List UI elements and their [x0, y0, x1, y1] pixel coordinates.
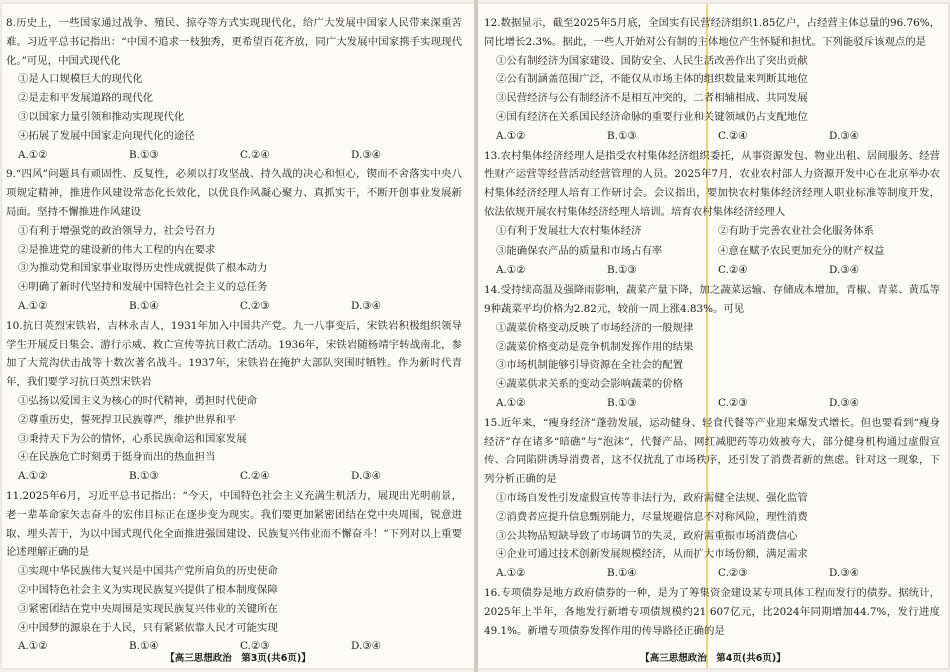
answer-choice: D.③④	[351, 148, 381, 161]
answer-choices	[484, 261, 940, 280]
exam-page-3	[2, 4, 474, 668]
question	[484, 584, 940, 640]
option-statement: ④企业可通过技术创新发展规模经济，从而扩大市场份额，满足需求	[496, 548, 808, 561]
answer-choice: A.①②	[496, 129, 526, 142]
left-column	[6, 14, 462, 657]
answer-choice: C.②④	[718, 264, 748, 277]
option-statement: ②尊重历史，誓死捍卫民族尊严，维护世界和平	[18, 413, 237, 426]
answer-choices	[484, 127, 940, 146]
option-pair-row	[484, 222, 940, 241]
question	[484, 414, 940, 583]
option-statement: ①市场自发性引发虚假宣传等非法行为，政府需健全法规、强化监管	[496, 491, 808, 504]
answer-choice: D.③④	[351, 299, 381, 312]
option-statement: ③以国家力量引领和推动实现现代化	[18, 110, 185, 123]
option-statement: ②公有制涵盖范围广泛，不能仅从市场主体的组织数量来判断其地位	[496, 73, 808, 86]
option-statement: ④明确了新时代坚持和发展中国特色社会主义的总任务	[18, 281, 268, 294]
question-stem: 15.近年来，“瘦身经济”蓬勃发展，运动健身、轻食代餐等产业迎来爆发式增长。但也要看到“瘦身经济”存在诸多“暗礁”与“泡沫”，代餐产品、网红减肥药等功效被夸大，部分健身机构通过虚假宣传、合同陷阱诱导消费者，这不仅扰乱了市场秩序，还引发了消费者新的焦虑。针对这一现象，下列分析正确的是	[484, 416, 940, 486]
question-stem: 12.数据显示，截至2025年5月底，全国实有民营经济组织1.85亿户，占经营主体总量的96.76%，同比增长2.3%。据此，一些人开始对公有制的主体地位产生怀疑和担忧。下列能驳斥该观点的是	[484, 17, 940, 48]
answer-choice: B.①④	[129, 299, 159, 312]
answer-choice: D.③④	[829, 264, 859, 277]
answer-choice: C.②③	[240, 640, 270, 653]
answer-choice: C.②④	[718, 129, 748, 142]
question	[6, 14, 462, 164]
option-statement: ②消费者应提升信息甄别能力，尽量规避信息不对称风险，理性消费	[496, 510, 808, 523]
question-stem: 14.受持续高温及强降雨影响，蔬菜产量下降，加之蔬菜运输、存储成本增加，青椒、青菜、黄瓜等9种蔬菜平均价格为2.82元，较前一周上涨4.83%。可见	[484, 284, 940, 315]
question	[484, 14, 940, 146]
answer-choice: B.①③	[607, 396, 637, 409]
answer-choice: B.①③	[129, 148, 159, 161]
question	[484, 281, 940, 413]
option-statement: ①是人口规模巨大的现代化	[18, 73, 143, 86]
option-statement: ④意在赋予农民更加充分的财产权益	[718, 244, 885, 257]
option-statement: ①有利于增强党的政治领导力，社会号召力	[18, 224, 216, 237]
answer-choices	[484, 564, 940, 583]
answer-choice: C.②③	[240, 299, 270, 312]
answer-choices	[484, 394, 940, 413]
question-stem: 11.2025年6月，习近平总书记指出：“今天，中国特色社会主义充满生机活力，展现出光明前景，老一辈革命家矢志奋斗的宏伟目标正在逐步变为现实。我们要更加紧密团结在党中央周围，锐意进取、埋头苦干，为以中国式现代化全面推进强国建设、民族复兴伟业而不懈奋斗！”下列对以上重要论述理解正确的是	[6, 489, 462, 559]
question	[6, 165, 462, 315]
option-statement: ②蔬菜价格变动是竞争机制发挥作用的结果	[496, 340, 694, 353]
option-statement: ④拓展了发展中国家走向现代化的途径	[18, 129, 195, 142]
option-statement: ③为推动党和国家事业取得历史性成就提供了根本动力	[18, 262, 268, 275]
option-statement: ③秉持天下为公的情怀，心系民族命运和国家发展	[18, 432, 247, 445]
option-statement: ②是推进党的建设新的伟大工程的内在要求	[18, 243, 216, 256]
option-statement: ②是走和平发展道路的现代化	[18, 92, 154, 105]
answer-choice: A.①②	[496, 567, 526, 580]
question-stem: 16.专项债券是地方政府债券的一种，是为了筹集资金建设某专项具体工程而发行的债券。据统计，2025年上半年，各地发行新增专项债规模约21 607亿元，比2024年同期增加44.7%，发行进度49.1%。新增专项债券发挥作用的传导路径正确的是	[484, 586, 940, 637]
answer-choice: D.③④	[829, 396, 859, 409]
page-footer-4: 【高三思想政治 第4页(共6页)】	[640, 653, 786, 664]
question-stem: 10.抗日英烈宋铁岩，吉林永吉人，1931年加入中国共产党。九一八事变后，宋铁岩积极组织领导学生开展反日集会、游行示威、救亡宣传等抗日救亡活动。1936年，宋铁岩随杨靖宇转战南北，参加了大荒沟伏击战等十数次著名战斗。1937年，宋铁岩在掩护大部队突围时牺牲。作为新时代青年，我们要学习抗日英烈宋铁岩	[6, 319, 462, 389]
answer-choice: C.②③	[718, 567, 748, 580]
answer-choice: A.①②	[496, 264, 526, 277]
question	[6, 487, 462, 656]
option-statement: ①公有制经济为国家建设、国防安全、人民生活改善作出了突出贡献	[496, 54, 808, 67]
page-footer-3: 【高三思想政治 第3页(共6页)】	[165, 653, 311, 664]
question	[484, 147, 940, 281]
option-statement: ④蔬菜供求关系的变动会影响蔬菜的价格	[496, 378, 684, 391]
answer-choice: A.①②	[18, 640, 48, 653]
answer-choice: D.③④	[829, 129, 859, 142]
answer-choice: B.①③	[607, 129, 637, 142]
answer-choice: A.①②	[18, 470, 48, 483]
answer-choice: D.③④	[351, 470, 381, 483]
option-statement: ③能确保农产品的质量和市场占有率	[496, 244, 663, 257]
option-statement: ②中国特色社会主义为实现民族复兴提供了根本制度保障	[18, 583, 278, 596]
answer-choice: C.②④	[240, 148, 270, 161]
option-statement: ④国有经济在关系国民经济命脉的重要行业和关键领域仍占支配地位	[496, 110, 808, 123]
option-statement: ③紧密团结在党中央周围是实现民族复兴伟业的关键所在	[18, 602, 278, 615]
answer-choice: B.①④	[607, 567, 637, 580]
answer-choice: B.①③	[607, 264, 637, 277]
right-column	[484, 14, 940, 641]
option-pair-row	[484, 242, 940, 261]
answer-choice: C.②③	[718, 396, 748, 409]
answer-choice: B.①④	[129, 640, 159, 653]
answer-choice: C.②④	[240, 470, 270, 483]
answer-choices	[6, 467, 462, 486]
answer-choices	[6, 146, 462, 165]
answer-choices	[6, 297, 462, 316]
exam-page-4	[478, 4, 948, 668]
question-stem: 13.农村集体经济经理人是指受农村集体经济组织委托，从事资源发包、物业出租、居间服务、经营性财产运营等经营活动经营管理的人员。2025年7月，农业农村部人力资源开发中心在北京举办农村集体经济经理人培育工作研讨会。会议指出，要加快农村集体经济经理人职业标准等制度开发，依法依规开展农村集体经济经理人培训。培育农村集体经济经理人	[484, 149, 940, 218]
question	[6, 317, 462, 486]
answer-choice: D.③④	[829, 567, 859, 580]
option-statement: ②有助于完善农业社会化服务体系	[718, 224, 874, 237]
option-statement: ③市场机制能够引导资源在全社会的配置	[496, 359, 684, 372]
answer-choice: A.①②	[496, 396, 526, 409]
option-statement: ④在民族危亡时刻勇于挺身而出的热血担当	[18, 451, 216, 464]
option-statement: ①蔬菜价格变动反映了市场经济的一般规律	[496, 321, 694, 334]
option-statement: ①弘扬以爱国主义为核心的时代精神，勇担时代使命	[18, 394, 257, 407]
question-stem: 8.历史上，一些国家通过战争、殖民、掠夺等方式实现现代化，给广大发展中国家人民带来深重苦难。习近平总书记指出：“中国不追求一枝独秀，更希望百花齐放，同广大发展中国家携手实现现代化。”可见，中国式现代化	[6, 17, 462, 67]
answer-choice: B.①③	[129, 470, 159, 483]
option-statement: ①有利于发展壮大农村集体经济	[496, 224, 642, 237]
answer-choice: A.①②	[18, 299, 48, 312]
option-statement: ④中国梦的源泉在于人民，只有紧紧依靠人民才可能实现	[18, 621, 278, 634]
option-statement: ①实现中华民族伟大复兴是中国共产党所肩负的历史使命	[18, 565, 278, 578]
answer-choice: D.③④	[351, 640, 381, 653]
option-statement: ③公共物品短缺导致了市场调节的失灵，政府需重振市场消费信心	[496, 529, 798, 542]
question-stem: 9.“四风”问题具有顽固性、反复性，必须以打攻坚战、持久战的决心和恒心，锲而不舍落实中央八项规定精神，推进作风建设常态化长效化，以优良作风凝心聚力、真抓实干，不断开创事业发展新局面。坚持不懈推进作风建设	[6, 168, 462, 218]
option-statement: ③民营经济与公有制经济不是相互冲突的，二者相辅相成、共同发展	[496, 92, 808, 105]
answer-choice: A.①②	[18, 148, 48, 161]
